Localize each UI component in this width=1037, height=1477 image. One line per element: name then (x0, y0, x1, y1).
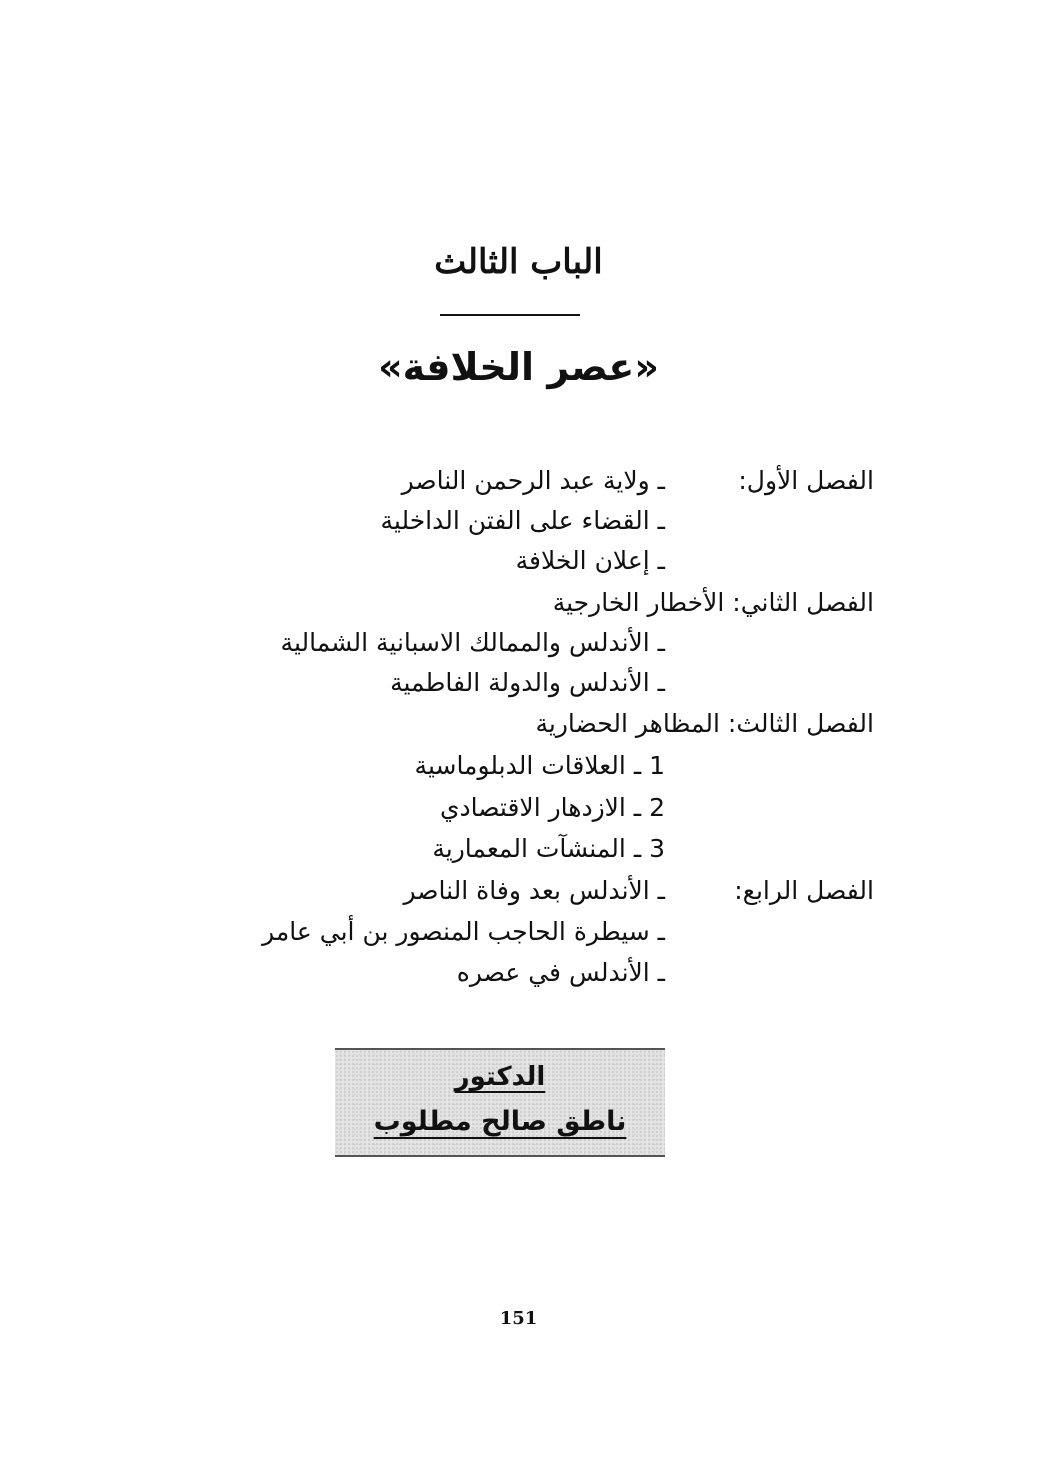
author-rank: الدكتور (454, 1062, 546, 1092)
chapter4-item-2: ـ سيطرة الحاجب المنصور بن أبي عامر (262, 917, 665, 946)
main-title: «عصر الخلافة» (378, 345, 659, 389)
chapter1-item-3: ـ إعلان الخلافة (515, 546, 665, 575)
chapter3-heading: الفصل الثالث: المظاهر الحضارية (535, 709, 874, 738)
chapter1-item-1: ـ ولاية عبد الرحمن الناصر (401, 466, 665, 495)
chapter3-item-2: 2 ـ الازدهار الاقتصادي (439, 793, 665, 822)
title-divider (440, 314, 580, 316)
chapter4-label: الفصل الرابع: (734, 876, 874, 905)
part-title: الباب الثالث (434, 242, 603, 282)
chapter1-item-2: ـ القضاء على الفتن الداخلية (380, 506, 665, 535)
chapter4-item-3: ـ الأندلس في عصره (456, 958, 665, 987)
chapter4-item-1: ـ الأندلس بعد وفاة الناصر (403, 876, 665, 905)
author-name: ناطق صالح مطلوب (373, 1106, 627, 1137)
author-box (335, 1048, 665, 1157)
chapter2-heading: الفصل الثاني: الأخطار الخارجية (552, 588, 874, 617)
chapter2-item-2: ـ الأندلس والدولة الفاطمية (390, 668, 665, 697)
chapter3-item-3: 3 ـ المنشآت المعمارية (432, 834, 665, 863)
chapter2-item-1: ـ الأندلس والممالك الاسبانية الشمالية (280, 628, 665, 657)
chapter3-item-1: 1 ـ العلاقات الدبلوماسية (414, 751, 665, 780)
chapter1-label: الفصل الأول: (738, 466, 874, 495)
page-number: 151 (499, 1308, 538, 1329)
